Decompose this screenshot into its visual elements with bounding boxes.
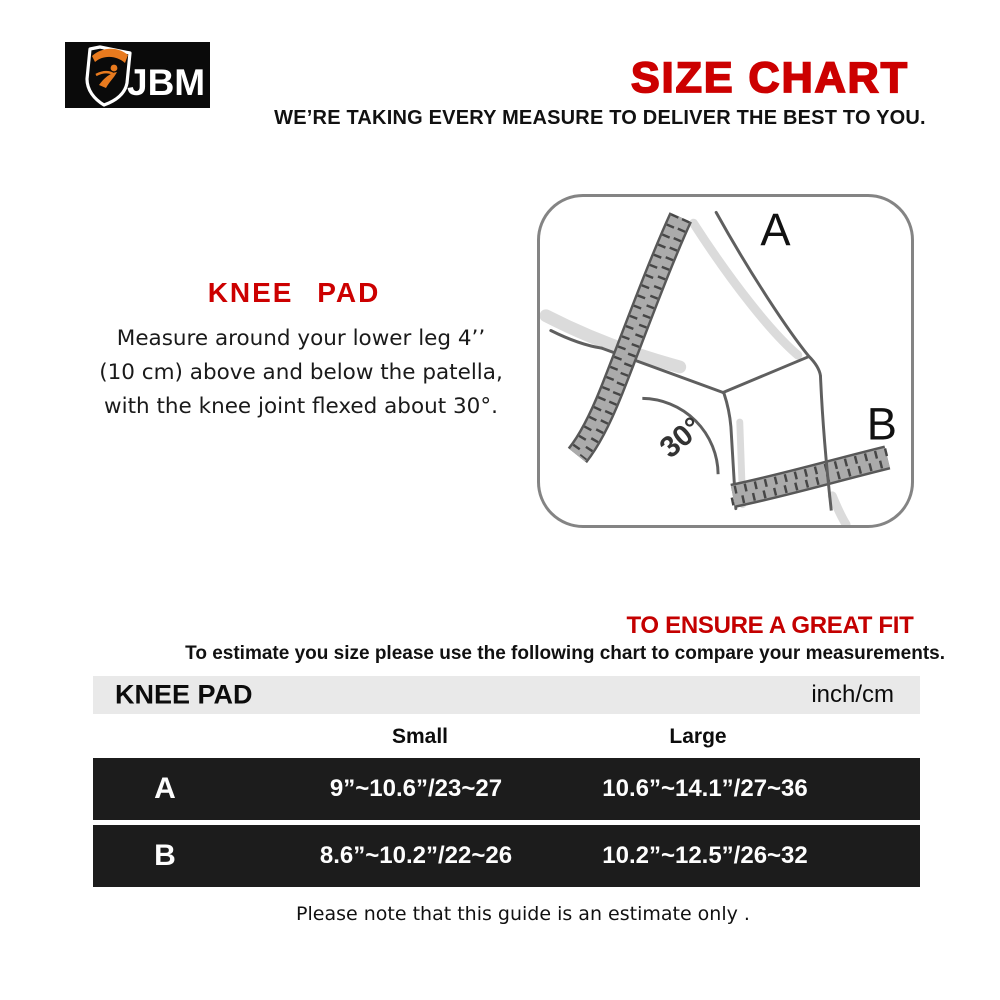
row-small-value: 9”~10.6”/23~27 xyxy=(329,775,503,802)
angle-label: 30° xyxy=(653,410,709,465)
calf-back-line xyxy=(820,376,831,511)
row-small-value: 8.6”~10.2”/22~26 xyxy=(319,842,513,869)
diagram-label-a: A xyxy=(760,203,791,255)
measure-line: with the knee joint flexed about 30°. xyxy=(104,394,498,419)
page-title: SIZE CHART xyxy=(631,54,909,102)
fit-heading: TO ENSURE A GREAT FIT xyxy=(626,612,914,639)
measure-line: Measure around your lower leg 4’’ xyxy=(116,326,486,351)
table-units-label: inch/cm xyxy=(811,681,894,708)
jbm-logo xyxy=(65,42,210,108)
table-row xyxy=(93,758,920,820)
column-header-large: Large xyxy=(669,725,727,748)
header-subtitle: WE’RE TAKING EVERY MEASURE TO DELIVER THE BEST TO YOU. xyxy=(274,107,926,129)
row-large-value: 10.6”~14.1”/27~36 xyxy=(602,775,808,802)
measure-line: (10 cm) above and below the patella, xyxy=(99,360,503,385)
brand-name: JBM xyxy=(127,62,206,103)
measuring-tape-b-icon xyxy=(731,452,888,502)
table-row xyxy=(93,825,920,887)
table-product-name: KNEE PAD xyxy=(115,679,253,710)
angle-arc xyxy=(642,398,718,474)
measure-instructions xyxy=(95,322,507,424)
jbm-logo-graphic xyxy=(65,42,210,108)
fit-description: To estimate you size please use the following chart to compare your measurements. xyxy=(185,643,945,664)
measure-heading: KNEE PAD xyxy=(207,277,381,308)
size-table xyxy=(93,676,920,892)
column-header-small: Small xyxy=(391,725,449,748)
table-column-headers xyxy=(93,714,920,758)
footer-note: Please note that this guide is an estimate only . xyxy=(296,903,750,925)
table-header xyxy=(93,676,920,714)
diagram-label-b: B xyxy=(866,398,897,450)
knee-diagram-graphic xyxy=(540,197,911,525)
row-label: B xyxy=(154,839,176,872)
row-label: A xyxy=(154,772,176,805)
row-large-value: 10.2”~12.5”/26~32 xyxy=(602,842,808,869)
knee-diagram xyxy=(537,194,914,528)
